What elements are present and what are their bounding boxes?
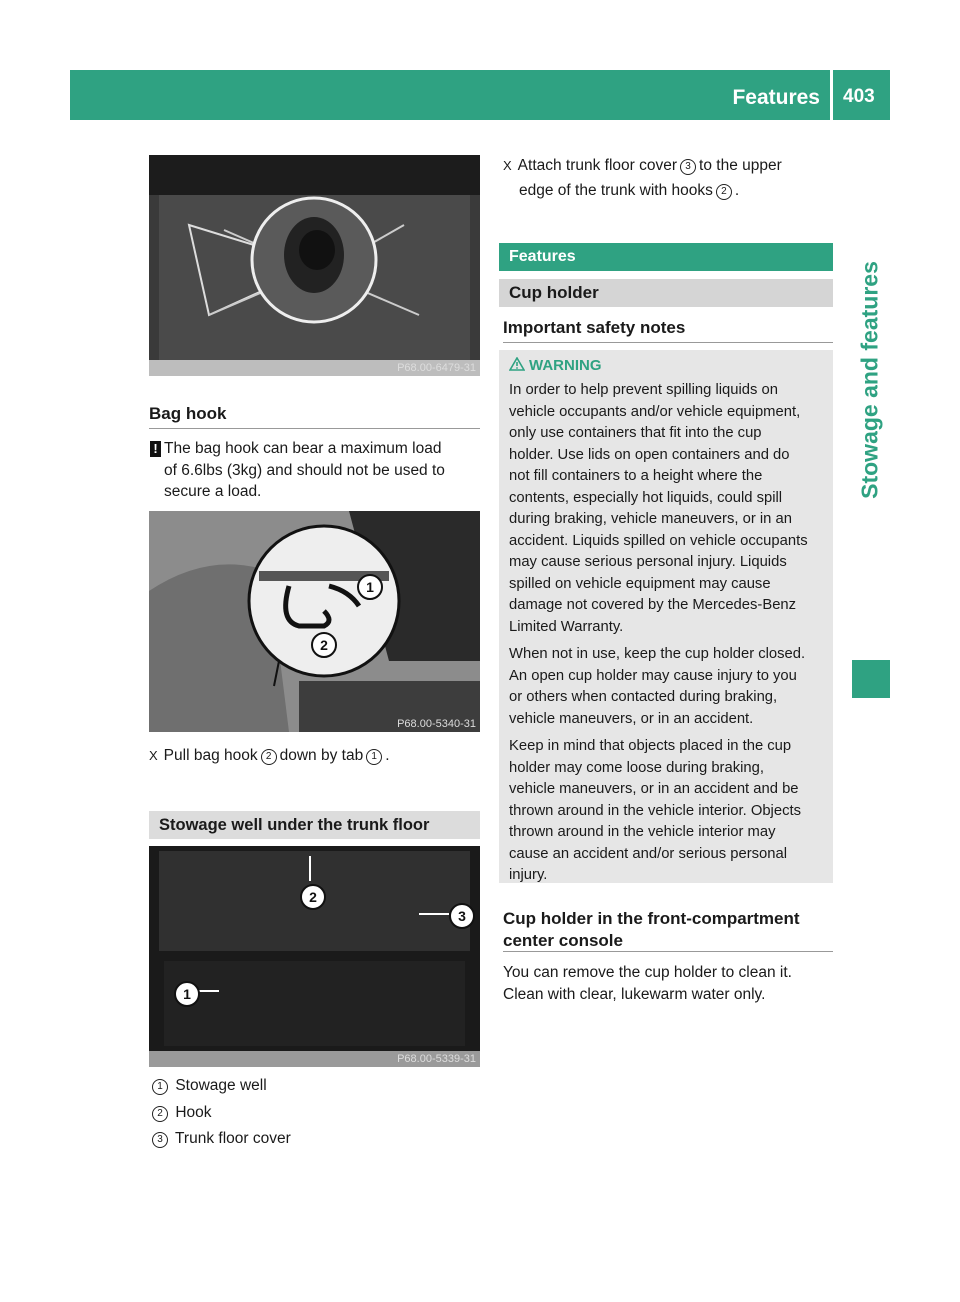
section-rule xyxy=(503,342,833,343)
bag-hook-title: Bag hook xyxy=(149,404,227,423)
warning-title: WARNING xyxy=(529,357,602,374)
step-arrow-icon: X xyxy=(149,748,158,763)
side-tab-label: Stowage and features xyxy=(856,261,883,499)
trunk-floor-illustration xyxy=(149,155,480,376)
section-rule xyxy=(503,951,833,952)
legend-item: 3 Trunk floor cover xyxy=(149,1128,291,1150)
stowage-well-photo xyxy=(149,846,480,1067)
page-number: 403 xyxy=(843,86,875,107)
note-line: of 6.6lbs (3kg) and should not be used to xyxy=(164,461,445,479)
step-attach-cover: X Attach trunk floor cover 3 to the upper edge of the trunk with hooks 2 . xyxy=(503,157,782,199)
step-arrow-icon: X xyxy=(503,158,512,173)
note-line: secure a load. xyxy=(164,483,262,500)
callout-2: 2 xyxy=(311,632,337,658)
legend-item: 2 Hook xyxy=(149,1102,291,1124)
num-3: 3 xyxy=(680,159,696,175)
trunk-floor-photo xyxy=(149,155,480,376)
step-pull-bag-hook: X Pull bag hook 2 down by tab 1 . xyxy=(149,747,390,764)
callout-1: 1 xyxy=(357,574,383,600)
cup-holder-heading: Cup holder xyxy=(499,279,833,307)
num-2: 2 xyxy=(261,749,277,765)
page-title: Features xyxy=(732,86,820,109)
side-tab xyxy=(852,120,888,640)
image-code: P68.00-5340-31 xyxy=(397,718,476,730)
safety-notes-title: Important safety notes xyxy=(503,318,686,337)
callout-2: 2 xyxy=(300,884,326,910)
note-line: The bag hook can bear a maximum load xyxy=(164,440,442,457)
section-rule xyxy=(149,428,480,429)
image-code: P68.00-5339-31 xyxy=(397,1053,476,1065)
warning-text: In order to help prevent spilling liquids on vehicle occupants and/or vehicle equipment, only use containers that fit into the cup holder. Use lids on open containers and do not fill containers to a height where the contents, especially hot liquids, could spill during braking, vehicle maneuvers, or in an accident. Liquids spilled on vehicle occupants may cause serious personal injury. Liquids spilled on vehicle equipment may cause damage not covered by the Mercedes-Benz Limited Warranty. When not in use, keep the cup holder closed. An open cup holder may cause injury to you or others when contacted during braking, vehicle maneuvers, or in an accident. Keep in mind that objects placed in the cup holder may come loose during braking, vehicle maneuvers, or in an accident and be thrown around in the vehicle interior. Objects thrown around in the vehicle interior may cause an accident and/or serious personal injury. xyxy=(509,382,808,883)
stowage-well-illustration xyxy=(149,846,480,1067)
bag-hook-illustration xyxy=(149,511,480,732)
legend-item: 1 Stowage well xyxy=(149,1075,291,1097)
bag-hook-note xyxy=(164,438,484,503)
num-2: 2 xyxy=(716,184,732,200)
stowage-well-heading: Stowage well under the trunk floor xyxy=(149,811,480,839)
note-icon: ! xyxy=(150,441,161,457)
front-cup-holder-title: Cup holder in the front-compartment center console xyxy=(503,909,800,950)
header-divider xyxy=(830,70,833,120)
callout-3: 3 xyxy=(449,903,475,929)
num-1: 1 xyxy=(366,749,382,765)
legend-list xyxy=(149,1075,291,1150)
front-cup-holder-text: You can remove the cup holder to clean it. Clean with clear, lukewarm water only. xyxy=(503,964,792,1003)
features-heading: Features xyxy=(499,243,833,271)
warning-triangle-icon xyxy=(509,357,525,371)
side-marker xyxy=(852,660,890,698)
callout-1: 1 xyxy=(174,981,200,1007)
warning-box xyxy=(499,350,833,883)
bag-hook-photo xyxy=(149,511,480,732)
image-code: P68.00-6479-31 xyxy=(397,362,476,374)
